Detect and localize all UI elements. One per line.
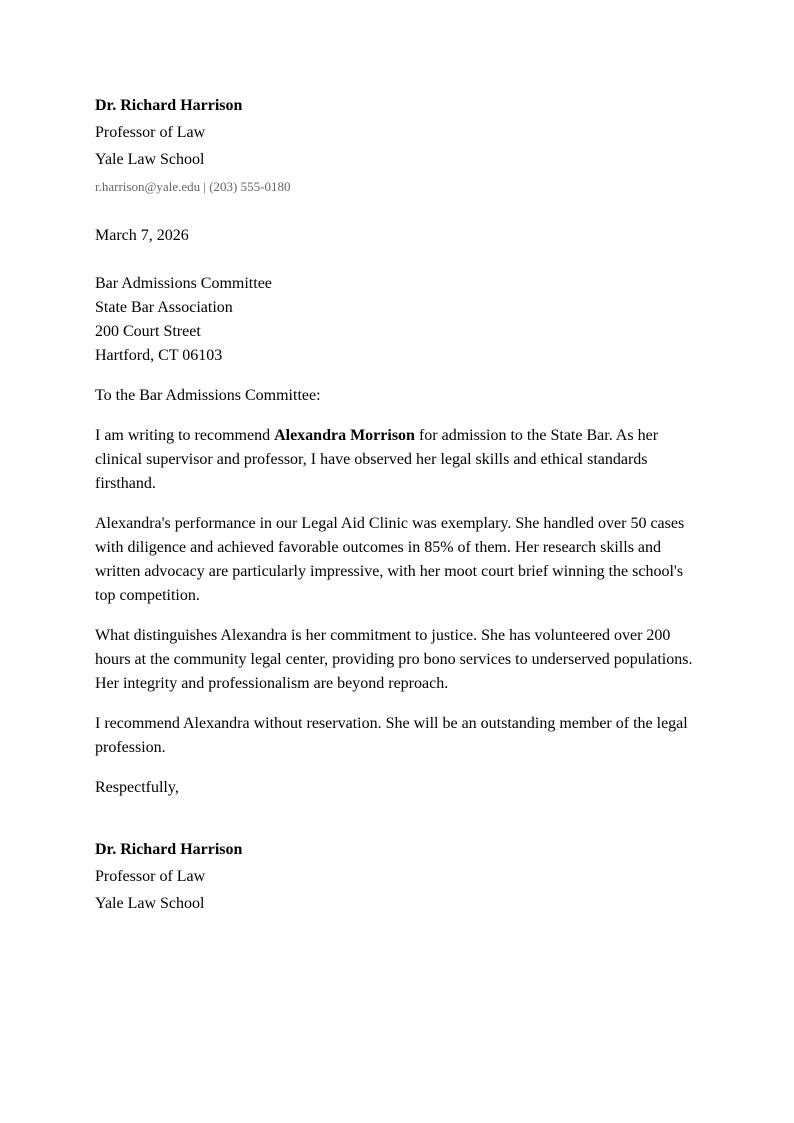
signature-institution: Yale Law School (95, 895, 205, 912)
paragraph-1-text-before: I am writing to recommend (95, 427, 275, 444)
recommended-candidate-name: Alexandra Morrison (274, 427, 415, 444)
body-paragraph-3: What distinguishes Alexandra is her commitment to justice. She has volunteered over 200 hours at the community legal center, providing pro bono services to underserved populations. Her integrity and professionalism are beyond reproach. (95, 627, 693, 692)
body-paragraph-1 (95, 424, 694, 496)
letter-date: March 7, 2026 (95, 227, 189, 244)
sender-name: Dr. Richard Harrison (95, 97, 243, 114)
recipient-city-state-zip: Hartford, CT 06103 (95, 347, 223, 364)
recipient-street: 200 Court Street (95, 323, 201, 340)
paragraph-1-text-after: for admission to the State Bar. As her clinical supervisor and professor, I have observed her legal skills and ethical standards firsthand. (95, 427, 659, 492)
signature-title: Professor of Law (95, 868, 206, 885)
letterhead (95, 92, 694, 200)
sender-institution: Yale Law School (95, 151, 205, 168)
body-paragraph-4: I recommend Alexandra without reservation. She will be an outstanding member of the legal profession. (95, 715, 688, 756)
recipient-address (95, 272, 694, 368)
salutation: To the Bar Admissions Committee: (95, 387, 321, 404)
sender-contact-line: r.harrison@yale.edu | (203) 555-0180 (95, 179, 291, 194)
sender-title: Professor of Law (95, 124, 206, 141)
closing-valediction: Respectfully, (95, 779, 179, 796)
signature-name: Dr. Richard Harrison (95, 841, 243, 858)
body-paragraph-2: Alexandra's performance in our Legal Aid Clinic was exemplary. She handled over 50 cases with diligence and achieved favorable outcomes in 85% of them. Her research skills and written advocacy are particularly impressive, with her moot court brief winning the school's top competition. (95, 515, 685, 604)
recipient-organization: Bar Admissions Committee (95, 275, 272, 292)
signature-block (95, 836, 694, 917)
recipient-association: State Bar Association (95, 299, 233, 316)
